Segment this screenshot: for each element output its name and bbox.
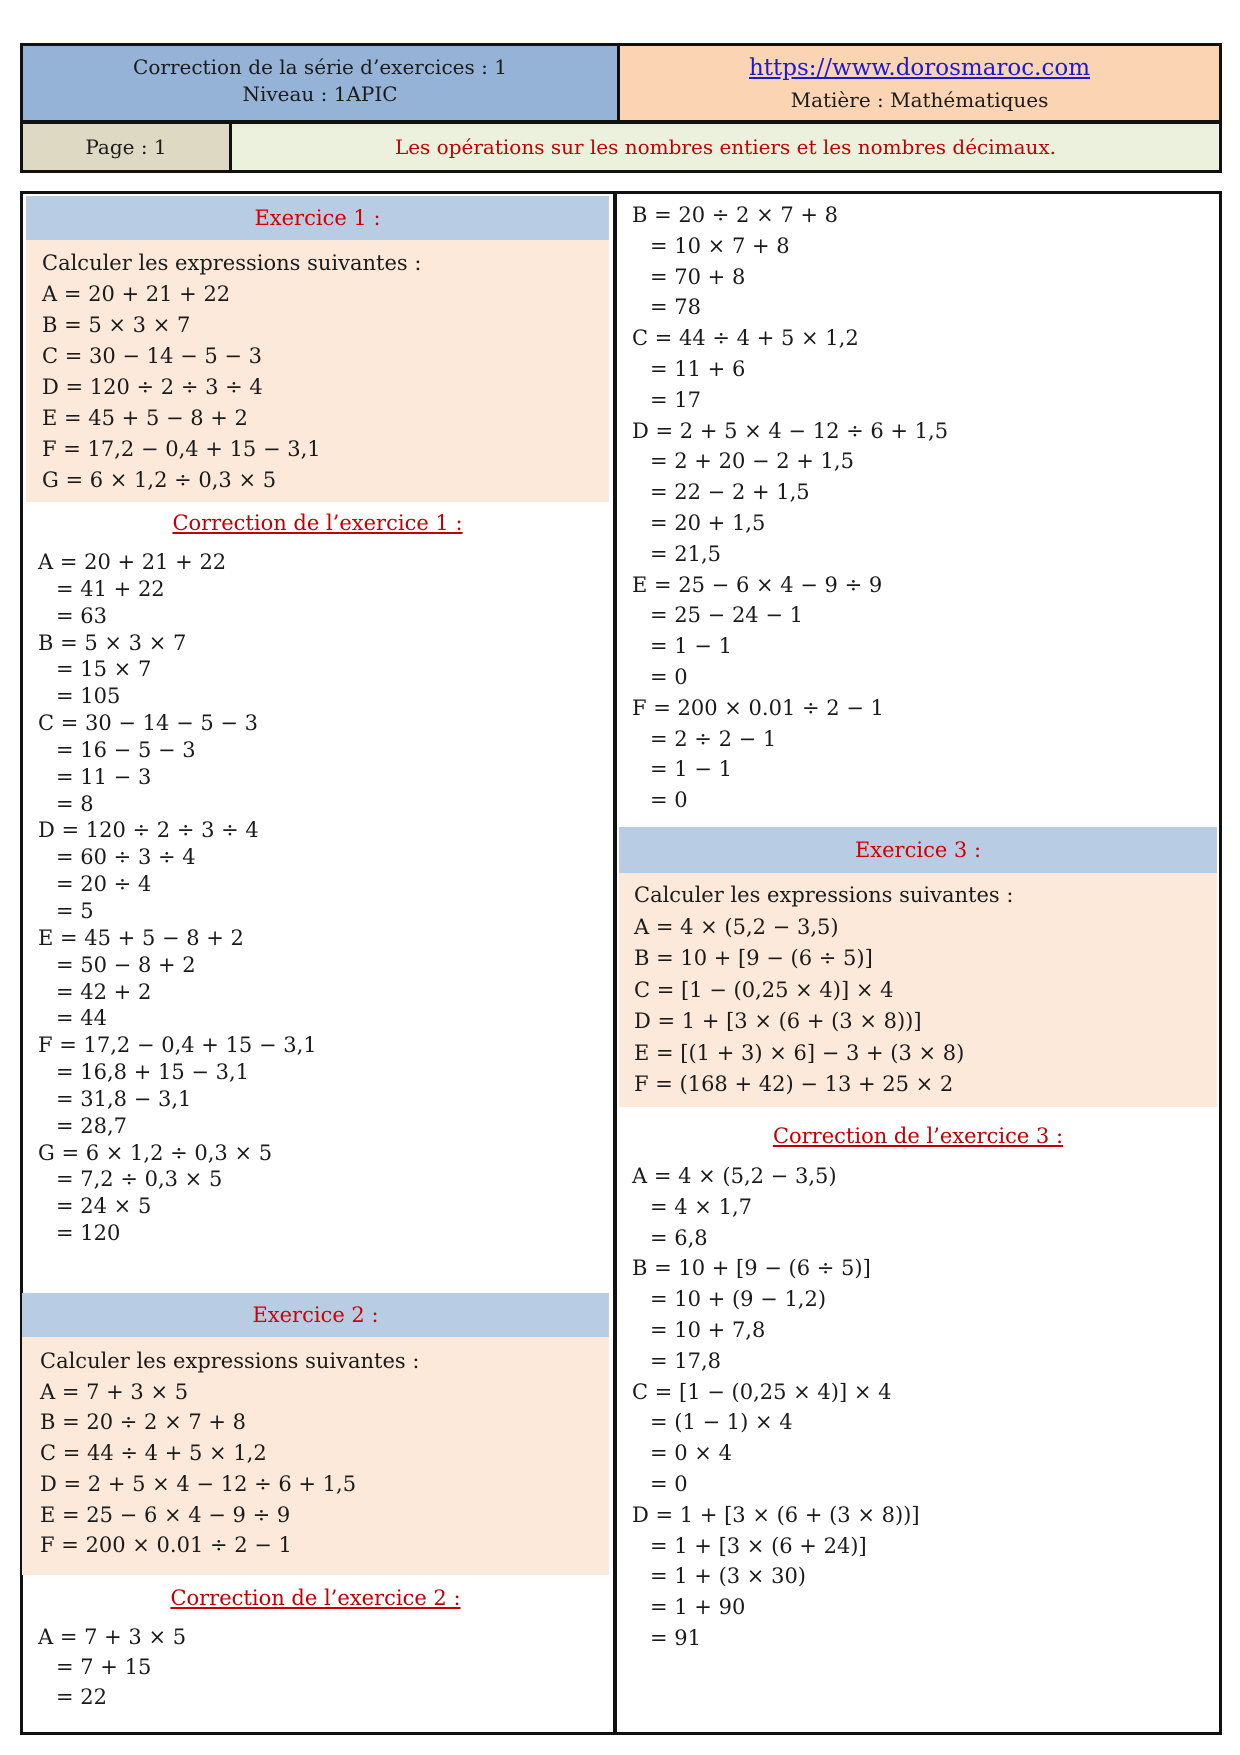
expression-line: D = 120 ÷ 2 ÷ 3 ÷ 4 [42,375,263,399]
correction-step: = 10 × 7 + 8 [650,233,790,258]
correction-step: = 10 + (9 − 1,2) [650,1287,827,1312]
correction-step: = 60 ÷ 3 ÷ 4 [56,845,196,870]
correction-2-steps-left [38,1622,186,1712]
correction-step: C = 30 − 14 − 5 − 3 [38,711,259,736]
correction-step: = 50 − 8 + 2 [56,952,196,977]
expression-line: F = 17,2 − 0,4 + 15 − 3,1 [42,437,321,461]
correction-step: = 8 [56,791,94,816]
correction-step: F = 200 × 0.01 ÷ 2 − 1 [632,695,884,720]
correction-step: = 2 ÷ 2 − 1 [650,726,777,751]
exercise-3-expressions [634,880,1013,1101]
correction-step: = 28,7 [56,1113,128,1138]
correction-step: = 42 + 2 [56,979,152,1004]
expression-line: D = 2 + 5 × 4 − 12 ÷ 6 + 1,5 [40,1471,357,1496]
correction-1-steps [38,549,317,1247]
correction-step: = 20 + 1,5 [650,510,766,535]
expression-line: B = 5 × 3 × 7 [42,313,191,337]
column-divider [613,191,617,1735]
expression-line: A = 20 + 21 + 22 [42,282,231,306]
expression-line: C = 44 ÷ 4 + 5 × 1,2 [40,1441,267,1466]
correction-step: = 91 [650,1625,701,1650]
header-site-box [617,43,1222,123]
correction-step: = 11 + 6 [650,356,746,381]
correction-step: = 6,8 [650,1225,708,1250]
website-link[interactable]: https://www.dorosmaroc.com [748,55,1091,81]
correction-step: = 44 [56,1006,107,1031]
correction-step: = 31,8 − 3,1 [56,1086,192,1111]
correction-step: C = 44 ÷ 4 + 5 × 1,2 [632,326,859,351]
correction-step: = 21,5 [650,541,722,566]
level-label: Niveau : 1APIC [242,82,398,106]
correction-step: = 22 − 2 + 1,5 [650,480,810,505]
expression-line: C = 30 − 14 − 5 − 3 [42,344,263,368]
exercise-3-title: Exercice 3 : [619,827,1217,873]
correction-step: = 5 [56,898,94,923]
exercise-2-title: Exercice 2 : [22,1293,609,1337]
correction-step: D = 1 + [3 × (6 + (3 × 8))] [632,1502,920,1527]
correction-step: A = 20 + 21 + 22 [38,550,227,574]
correction-step: F = 17,2 − 0,4 + 15 − 3,1 [38,1033,317,1058]
correction-step: E = 25 − 6 × 4 − 9 ÷ 9 [632,572,883,597]
correction-2-title: Correction de l’exercice 2 : [170,1586,461,1610]
correction-step: A = 7 + 3 × 5 [38,1625,187,1649]
correction-step: B = 10 + [9 − (6 ÷ 5)] [632,1256,871,1281]
expression-line: A = 4 × (5,2 − 3,5) [634,914,839,939]
exercise-1-intro: Calculer les expressions suivantes : [42,251,422,275]
correction-step: D = 2 + 5 × 4 − 12 ÷ 6 + 1,5 [632,418,949,443]
expression-line: B = 20 ÷ 2 × 7 + 8 [40,1410,247,1435]
correction-3-steps [632,1161,920,1654]
exercise-3-intro: Calculer les expressions suivantes : [634,883,1014,907]
correction-step: B = 5 × 3 × 7 [38,630,187,655]
expression-line: D = 1 + [3 × (6 + (3 × 8))] [634,1009,922,1033]
correction-step: E = 45 + 5 − 8 + 2 [38,925,244,950]
correction-step: = 70 + 8 [650,264,746,289]
correction-step: = 16,8 + 15 − 3,1 [56,1060,250,1085]
expression-line: B = 10 + [9 − (6 ÷ 5)] [634,946,873,970]
correction-step: = 63 [56,603,107,628]
exercise-1-expressions [42,248,421,496]
correction-step: = 120 [56,1221,121,1246]
correction-step: = 2 + 20 − 2 + 1,5 [650,449,854,474]
correction-step: = 4 × 1,7 [650,1194,752,1219]
expression-line: A = 7 + 3 × 5 [40,1379,189,1404]
topic-title: Les opérations sur les nombres entiers et les nombres décimaux. [229,121,1222,173]
correction-step: = 11 − 3 [56,764,152,789]
correction-step: = 10 + 7,8 [650,1317,766,1342]
correction-step: = 0 [650,664,688,689]
correction-step: = 1 − 1 [650,634,732,659]
correction-1-title: Correction de l’exercice 1 : [172,511,463,535]
subject-label: Matière : Mathématiques [790,88,1049,112]
exercise-1-title: Exercice 1 : [26,196,609,240]
expression-line: E = [(1 + 3) × 6] − 3 + (3 × 8) [634,1040,965,1065]
correction-step: = 16 − 5 − 3 [56,737,196,762]
expression-line: F = 200 × 0.01 ÷ 2 − 1 [40,1533,292,1558]
correction-step: = 1 + 90 [650,1595,746,1620]
correction-step: = 1 − 1 [650,757,732,782]
correction-step: = 17 [650,387,701,412]
expression-line: F = (168 + 42) − 13 + 25 × 2 [634,1072,954,1096]
expression-line: E = 25 − 6 × 4 − 9 ÷ 9 [40,1502,291,1527]
correction-3-title: Correction de l’exercice 3 : [772,1124,1064,1148]
correction-step: = 22 [56,1685,107,1709]
page-number: Page : 1 [20,121,232,173]
expression-line: G = 6 × 1,2 ÷ 0,3 × 5 [42,468,277,492]
correction-step: = 17,8 [650,1348,722,1373]
correction-step: = 7,2 ÷ 0,3 × 5 [56,1167,223,1192]
expression-line: E = 45 + 5 − 8 + 2 [42,406,248,430]
exercise-2-intro: Calculer les expressions suivantes : [40,1349,420,1373]
correction-step: B = 20 ÷ 2 × 7 + 8 [632,203,839,227]
correction-step: = 105 [56,684,121,709]
correction-step: = 41 + 22 [56,576,165,601]
exercise-2-expressions [40,1346,419,1561]
correction-step: = 25 − 24 − 1 [650,603,803,628]
series-title: Correction de la série d’exercices : 1 [133,55,507,79]
correction-step: = 0 [650,1471,688,1496]
correction-step: = 15 × 7 [56,657,152,682]
header-title-box [20,43,620,123]
correction-step: = (1 − 1) × 4 [650,1410,793,1435]
correction-2-steps-right [632,200,948,816]
expression-line: C = [1 − (0,25 × 4)] × 4 [634,977,894,1002]
correction-step: G = 6 × 1,2 ÷ 0,3 × 5 [38,1140,273,1165]
correction-step: = 7 + 15 [56,1655,152,1679]
correction-step: A = 4 × (5,2 − 3,5) [632,1164,837,1188]
correction-step: C = [1 − (0,25 × 4)] × 4 [632,1379,892,1404]
correction-step: = 1 + [3 × (6 + 24)] [650,1533,867,1558]
correction-step: = 1 + (3 × 30) [650,1564,806,1589]
correction-step: = 78 [650,295,701,320]
correction-step: = 24 × 5 [56,1194,152,1219]
correction-step: = 0 [650,788,688,813]
correction-step: D = 120 ÷ 2 ÷ 3 ÷ 4 [38,818,259,843]
correction-step: = 20 ÷ 4 [56,872,152,897]
correction-step: = 0 × 4 [650,1441,732,1466]
